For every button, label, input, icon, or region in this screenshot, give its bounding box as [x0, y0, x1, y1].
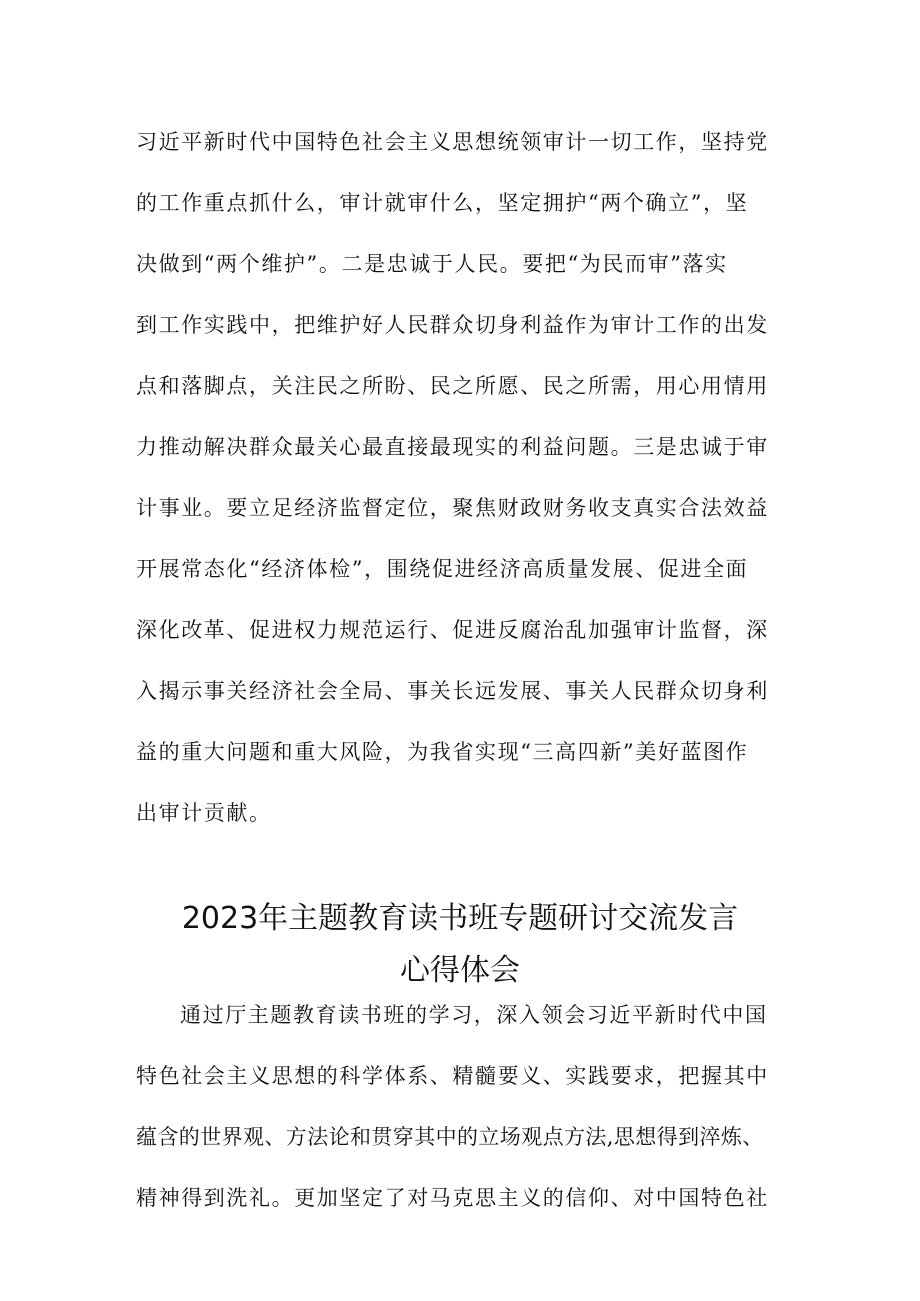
- paragraph-first-line: 通过厅主题教育读书班的学习，深入领会习近平新时代中国: [180, 1003, 768, 1027]
- paragraph-line: 特色社会主义思想的科学体系、精髓要义、实践要求，把握其中: [136, 1064, 769, 1088]
- paragraph-line: 入揭示事关经济社会全局、事关长远发展、事关人民群众切身利: [136, 679, 769, 703]
- article-title-line-2: 心得体会: [400, 953, 520, 988]
- article-body: [136, 985, 796, 1229]
- article-title: [100, 893, 820, 997]
- paragraph-line: 力推动解决群众最关心最直接最现实的利益问题。三是忠诚于审: [136, 435, 769, 459]
- paragraph-line: 决做到“两个维护”。二是忠诚于人民。要把“为民而审”落实: [136, 252, 728, 276]
- paragraph-line: 出审计贡献。: [136, 801, 272, 825]
- previous-section-text: [136, 112, 796, 844]
- paragraph-line: 计事业。要立足经济监督定位，聚焦财政财务收支真实合法效益: [136, 496, 769, 520]
- article-title-line-1: 2023年主题教育读书班专题研讨交流发言: [181, 901, 739, 936]
- paragraph-line: 到工作实践中，把维护好人民群众切身利益作为审计工作的出发: [136, 313, 769, 337]
- paragraph-line: 蕴含的世界观、方法论和贯穿其中的立场观点方法,思想得到淬炼、: [136, 1125, 764, 1149]
- paragraph-line: 开展常态化“经济体检”，围绕促进经济高质量发展、促进全面: [136, 557, 749, 581]
- paragraph-line: 深化改革、促进权力规范运行、促进反腐治乱加强审计监督，深: [136, 618, 769, 642]
- paragraph-line: 精神得到洗礼。更加坚定了对马克思主义的信仰、对中国特色社: [136, 1186, 769, 1210]
- paragraph-line: 的工作重点抓什么，审计就审什么，坚定拥护“两个确立”，坚: [136, 191, 749, 215]
- paragraph-line: 益的重大问题和重大风险，为我省实现“三高四新”美好蓝图作: [136, 740, 749, 764]
- paragraph-line: 习近平新时代中国特色社会主义思想统领审计一切工作，坚持党: [136, 130, 769, 154]
- paragraph-line: 点和落脚点，关注民之所盼、民之所愿、民之所需，用心用情用: [136, 374, 769, 398]
